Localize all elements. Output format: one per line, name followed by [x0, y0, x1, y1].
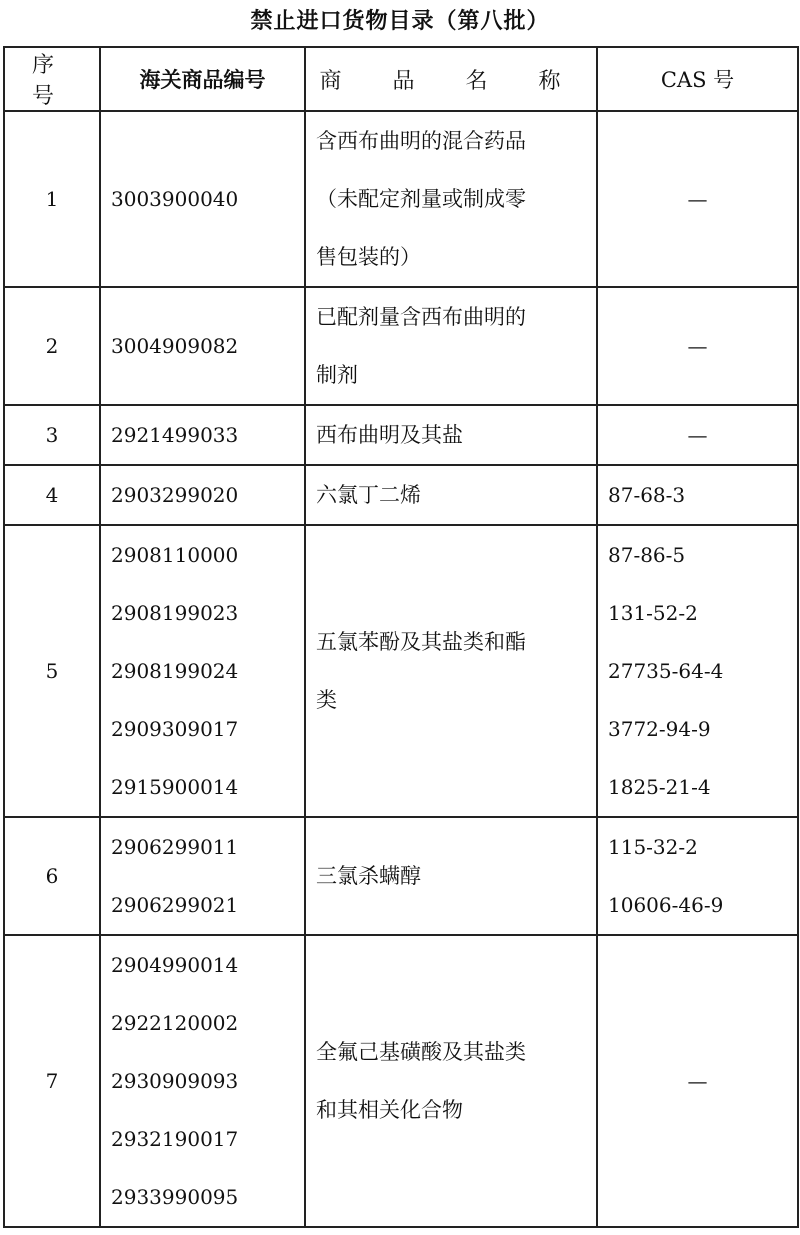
cas-number: 3772-94-9	[608, 717, 711, 741]
customs-code: 2922120002	[111, 1011, 239, 1035]
header-product-name: 商 品 名 称	[305, 47, 597, 111]
cas-not-applicable-dash: —	[687, 334, 708, 358]
row-seq-number: 6	[4, 817, 100, 935]
row-customs-codes	[100, 405, 305, 465]
row-cas-numbers	[597, 405, 798, 465]
row-seq-number: 2	[4, 287, 100, 405]
customs-code: 2921499033	[111, 423, 239, 447]
cas-number: 1825-21-4	[608, 775, 711, 799]
row-customs-codes	[100, 111, 305, 287]
cas-number: 131-52-2	[608, 601, 698, 625]
product-name-line: 五氯苯酚及其盐类和酯	[316, 630, 526, 654]
row-product-name	[305, 287, 597, 405]
cas-number: 27735-64-4	[608, 659, 724, 683]
header-cas-number: CAS 号	[597, 47, 798, 111]
product-name-line: 已配剂量含西布曲明的	[316, 305, 526, 329]
table-row	[4, 405, 798, 465]
row-seq-number: 7	[4, 935, 100, 1227]
customs-code: 3004909082	[111, 334, 239, 358]
row-product-name	[305, 935, 597, 1227]
product-name-line: 三氯杀螨醇	[316, 864, 421, 888]
row-product-name	[305, 525, 597, 817]
product-name-line: 全氟己基磺酸及其盐类	[316, 1040, 526, 1064]
row-product-name	[305, 465, 597, 525]
customs-code: 3003900040	[111, 187, 239, 211]
cas-number: 87-68-3	[608, 483, 686, 507]
table-row	[4, 465, 798, 525]
row-product-name	[305, 111, 597, 287]
row-cas-numbers	[597, 525, 798, 817]
row-cas-numbers	[597, 817, 798, 935]
table-row	[4, 817, 798, 935]
row-cas-numbers	[597, 935, 798, 1227]
product-name-line: 六氯丁二烯	[316, 483, 421, 507]
row-customs-codes	[100, 935, 305, 1227]
product-name-line: 制剂	[316, 363, 358, 387]
cas-not-applicable-dash: —	[687, 187, 708, 211]
row-customs-codes	[100, 465, 305, 525]
product-name-line: 西布曲明及其盐	[316, 423, 463, 447]
row-seq-number: 3	[4, 405, 100, 465]
customs-code: 2908199023	[111, 601, 239, 625]
customs-code: 2904990014	[111, 953, 239, 977]
header-customs-code: 海关商品编号	[100, 47, 305, 111]
row-cas-numbers	[597, 111, 798, 287]
customs-code: 2933990095	[111, 1185, 239, 1209]
customs-code: 2903299020	[111, 483, 239, 507]
header-seq: 序 号	[4, 47, 100, 111]
customs-code: 2932190017	[111, 1127, 239, 1151]
prohibited-goods-table	[3, 46, 799, 1228]
row-seq-number: 1	[4, 111, 100, 287]
cas-number: 115-32-2	[608, 835, 698, 859]
product-name-line: 和其相关化合物	[316, 1098, 463, 1122]
table-row	[4, 111, 798, 287]
row-seq-number: 4	[4, 465, 100, 525]
product-name-line: 售包装的）	[316, 245, 421, 269]
product-name-line: 类	[316, 688, 337, 712]
row-product-name	[305, 405, 597, 465]
table-row	[4, 935, 798, 1227]
customs-code: 2908199024	[111, 659, 239, 683]
cas-number: 10606-46-9	[608, 893, 724, 917]
customs-code: 2930909093	[111, 1069, 239, 1093]
row-customs-codes	[100, 817, 305, 935]
table-body	[4, 111, 798, 1227]
row-cas-numbers	[597, 465, 798, 525]
row-cas-numbers	[597, 287, 798, 405]
customs-code: 2915900014	[111, 775, 239, 799]
table-row	[4, 287, 798, 405]
product-name-line: （未配定剂量或制成零	[316, 187, 526, 211]
customs-code: 2906299011	[111, 835, 239, 859]
row-seq-number: 5	[4, 525, 100, 817]
row-customs-codes	[100, 287, 305, 405]
cas-not-applicable-dash: —	[687, 1069, 708, 1093]
row-product-name	[305, 817, 597, 935]
table-row	[4, 525, 798, 817]
row-customs-codes	[100, 525, 305, 817]
customs-code: 2909309017	[111, 717, 239, 741]
table-header-row	[4, 47, 798, 111]
cas-not-applicable-dash: —	[687, 423, 708, 447]
customs-code: 2906299021	[111, 893, 239, 917]
customs-code: 2908110000	[111, 543, 239, 567]
document-title: 禁止进口货物目录（第八批）	[250, 9, 550, 34]
cas-number: 87-86-5	[608, 543, 686, 567]
product-name-line: 含西布曲明的混合药品	[316, 129, 526, 153]
